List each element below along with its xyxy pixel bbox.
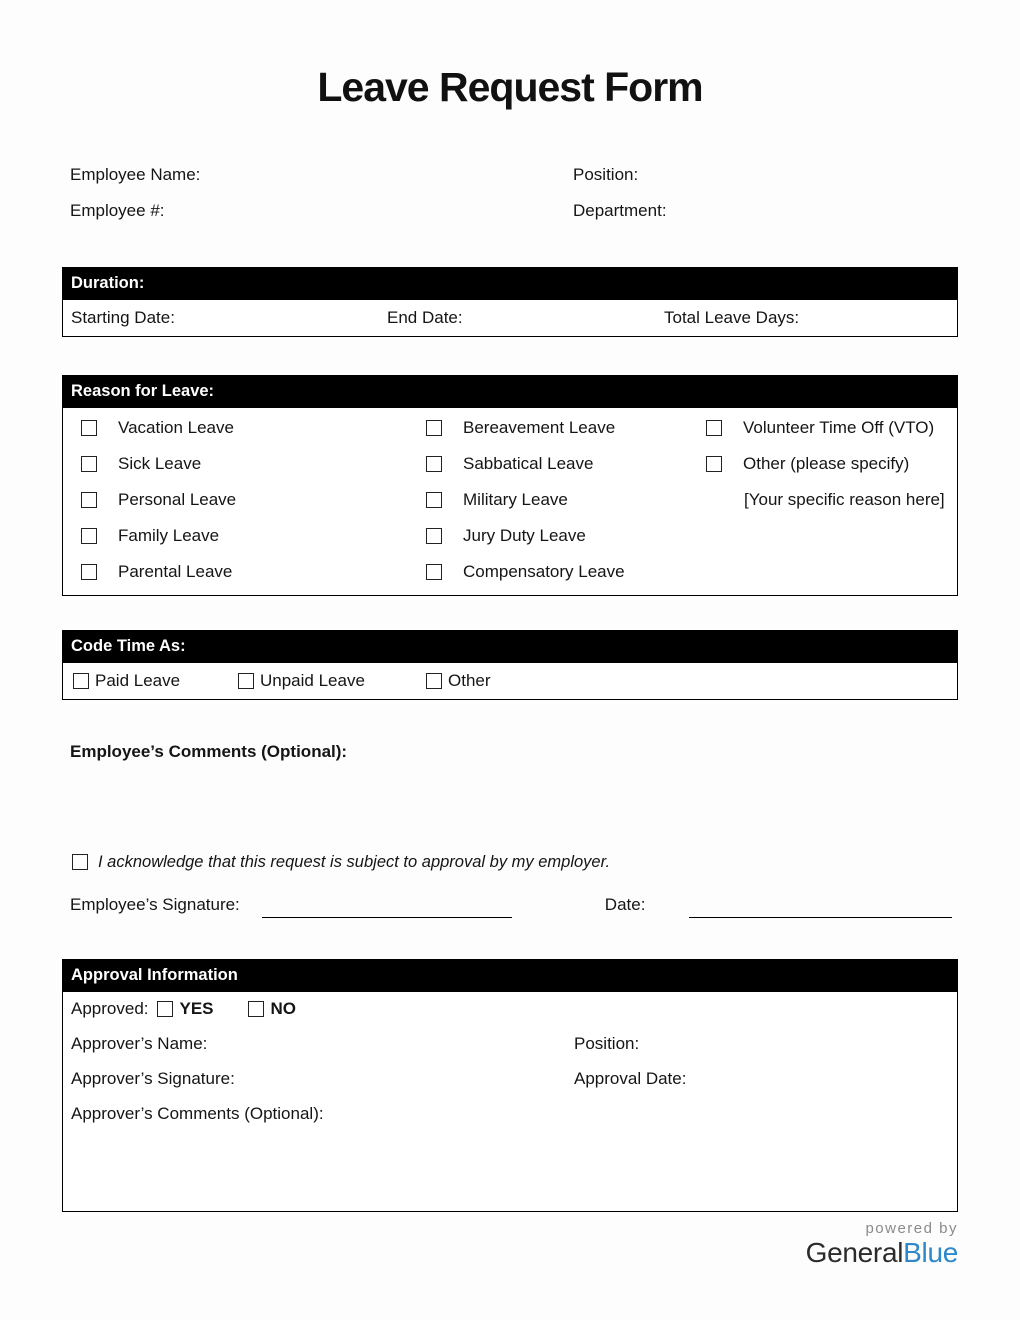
employee-signature-line[interactable] [262, 894, 512, 918]
approval-date-label: Approval Date: [574, 1069, 687, 1088]
approver-fields [63, 1026, 957, 1096]
jury-duty-leave-checkbox[interactable] [426, 528, 442, 544]
other-code-label: Other [448, 670, 491, 690]
reason-row [63, 446, 957, 482]
compensatory-leave-checkbox[interactable] [426, 564, 442, 580]
bereavement-leave-label: Bereavement Leave [463, 418, 616, 437]
date-line[interactable] [689, 894, 952, 918]
unpaid-leave-label: Unpaid Leave [260, 670, 365, 690]
department-label: Department: [573, 201, 667, 220]
unpaid-leave-checkbox[interactable] [238, 673, 254, 689]
duration-section [62, 267, 958, 337]
reason-row [63, 518, 957, 554]
sabbatical-leave-checkbox[interactable] [426, 456, 442, 472]
reason-header: Reason for Leave: [62, 375, 958, 408]
acknowledgment-row [62, 850, 958, 874]
military-leave-checkbox[interactable] [426, 492, 442, 508]
reason-row [63, 482, 957, 518]
reason-row [63, 554, 957, 590]
approver-signature-label: Approver’s Signature: [71, 1069, 235, 1088]
other-code-checkbox[interactable] [426, 673, 442, 689]
duration-header: Duration: [62, 267, 958, 300]
approved-no-label: NO [270, 999, 297, 1018]
family-leave-label: Family Leave [118, 526, 220, 545]
employee-name-label: Employee Name: [70, 165, 201, 184]
approver-name-label: Approver’s Name: [71, 1034, 208, 1053]
duration-fields-row [63, 299, 957, 336]
personal-leave-checkbox[interactable] [81, 492, 97, 508]
vacation-leave-label: Vacation Leave [118, 418, 234, 437]
personal-leave-label: Personal Leave [118, 490, 237, 509]
approver-comments-label: Approver’s Comments (Optional): [71, 1104, 324, 1123]
starting-date-label: Starting Date: [71, 308, 175, 327]
code-time-options-row [63, 662, 957, 699]
approved-label: Approved: [71, 999, 149, 1018]
date-label: Date: [604, 895, 646, 914]
brand-general-text: General [805, 1237, 904, 1269]
compensatory-leave-label: Compensatory Leave [463, 562, 625, 581]
parental-leave-checkbox[interactable] [81, 564, 97, 580]
sick-leave-label: Sick Leave [118, 454, 202, 473]
code-time-header: Code Time As: [62, 630, 958, 663]
approved-yes-checkbox[interactable] [157, 1001, 173, 1017]
approved-yes-label: YES [179, 999, 214, 1018]
total-leave-days-label: Total Leave Days: [664, 308, 800, 327]
reason-for-leave-section [62, 375, 958, 596]
approved-row [63, 991, 957, 1026]
volunteer-time-off-label: Volunteer Time Off (VTO) [743, 418, 935, 437]
approved-no-checkbox[interactable] [248, 1001, 264, 1017]
general-blue-logo [0, 1237, 958, 1269]
other-reason-checkbox[interactable] [706, 456, 722, 472]
end-date-label: End Date: [387, 308, 463, 327]
employee-info-section [62, 157, 958, 229]
acknowledgment-text: I acknowledge that this request is subject to approval by my employer. [98, 853, 611, 871]
approval-section [62, 959, 958, 1212]
reason-row [63, 410, 957, 446]
code-time-section [62, 630, 958, 700]
employee-signature-label: Employee’s Signature: [70, 895, 240, 914]
signature-row [62, 888, 958, 918]
paid-leave-checkbox[interactable] [73, 673, 89, 689]
sabbatical-leave-label: Sabbatical Leave [463, 454, 594, 473]
approval-header: Approval Information [62, 959, 958, 992]
brand-blue-text: Blue [903, 1237, 958, 1269]
military-leave-label: Military Leave [463, 490, 568, 509]
approver-position-label: Position: [574, 1034, 640, 1053]
page-title: Leave Request Form [317, 64, 703, 110]
powered-by-text: powered by [865, 1220, 958, 1237]
acknowledgment-checkbox[interactable] [72, 854, 88, 870]
other-reason-label: Other (please specify) [743, 454, 910, 473]
sick-leave-checkbox[interactable] [81, 456, 97, 472]
vacation-leave-checkbox[interactable] [81, 420, 97, 436]
employee-number-label: Employee #: [70, 201, 165, 220]
paid-leave-label: Paid Leave [95, 670, 181, 690]
volunteer-time-off-checkbox[interactable] [706, 420, 722, 436]
jury-duty-leave-label: Jury Duty Leave [463, 526, 586, 545]
specific-reason-placeholder[interactable]: [Your specific reason here] [744, 490, 945, 509]
bereavement-leave-checkbox[interactable] [426, 420, 442, 436]
position-label: Position: [573, 165, 639, 184]
family-leave-checkbox[interactable] [81, 528, 97, 544]
footer [0, 1220, 958, 1269]
employee-comments-label: Employee’s Comments (Optional): [70, 742, 348, 761]
parental-leave-label: Parental Leave [118, 562, 233, 581]
